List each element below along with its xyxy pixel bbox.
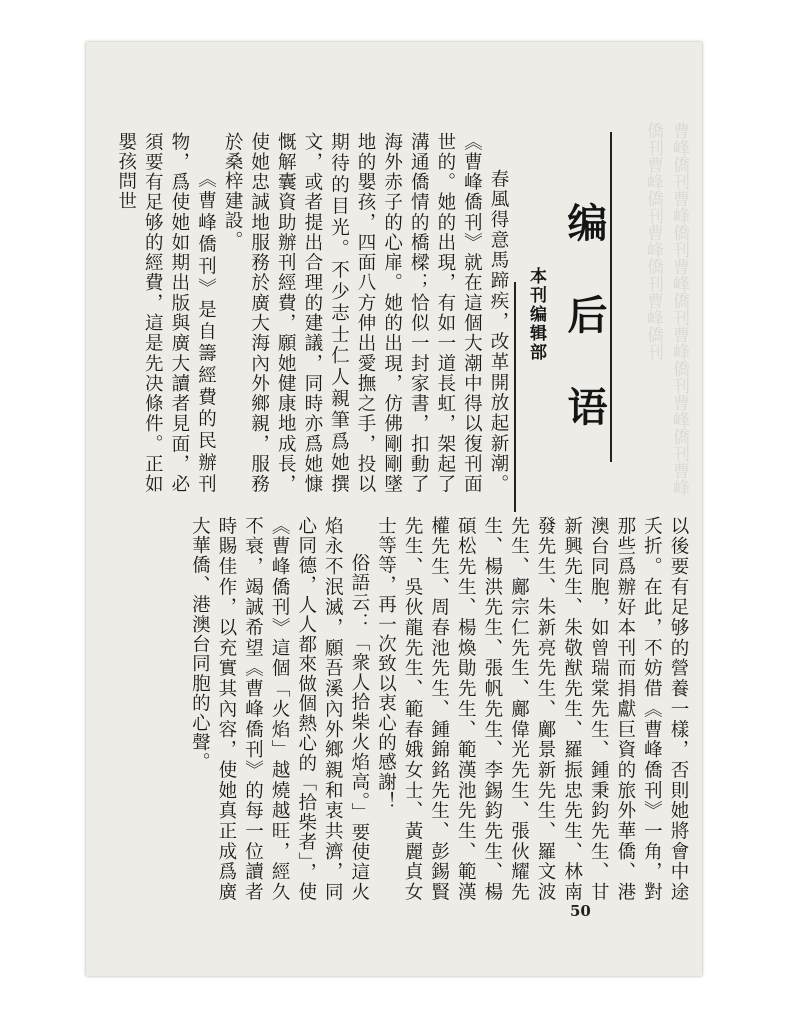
show-through-texture: 曹峰僑刊曹峰僑刊曹峰僑刊曹峰僑刊曹峰僑刊曹峰僑刊曹峰僑刊曹峰僑刊曹峰僑刊 [643,122,689,496]
title-block [516,132,606,497]
paragraph: 春風得意馬蹄疾，改革開放起新潮。《曹峰僑刊》就在這個大潮中得以復刊面世的。她的出現，有如一道長虹，架起了溝通僑情的橋樑；恰似一封家書，扣動了海外赤子的心扉。她的出現，仿佛剛剛墜地的嬰孩，四面八方伸出愛撫之手，投以期待的目光。不少志士仁人親筆爲她撰文，或者提出合理的建議，同時亦爲她慷慨解囊資助辦刊經費，願她健康地成長，使她忠誠地服務於廣大海內外鄉親，服務於桑梓建設。 [222,132,509,494]
text-block-bottom [126,516,691,902]
paragraph: 俗語云：「衆人拾柴火焰高。」要使這火焰永不泯滅，願吾溪內外鄉親和衷共濟，同心同德，人人都來做個熱心的「拾柴者」，使《曹峰僑刊》這個「火焰」越燒越旺，經久不衰，竭誠希望《曹峰僑刊》的每一位讀者時賜佳作，以充實其內容，使她真正成爲廣大華僑、港澳台同胞的心聲。 [189,516,370,902]
document-page [86,42,702,976]
text-block-top [115,132,511,494]
page-number: 50 [570,902,591,920]
title-rule-left [514,282,516,512]
article-byline: 本刊编辑部 [526,267,546,362]
article-title: 编后语 [561,202,607,478]
paragraph: 《曹峰僑刊》是自籌經費的民辦刊物，爲使她如期出版與廣大讀者見面，必須要有足够的經費，這是先决條件。正如嬰孩問世 [115,132,217,494]
paragraph-continued: 以後要有足够的營養一樣，否則她將會中途夭折。在此，不妨借《曹峰僑刊》一角，對那些爲辦好本刊而捐獻巨資的旅外華僑、港澳台同胞，如曾瑞棠先生、鍾秉鈞先生、甘新興先生、朱敬猷先生、羅振忠先生、林南發先生、朱新亮先生、鄺景新先生、羅文波先生、鄺宗仁先生、鄺偉光先生、張伙耀先生、楊洪先生、張帆先生、李錫鈞先生、楊碩松先生、楊煥勛先生、範漢池先生、範漢權先生、周春池先生、鍾錦銘先生、彭錫賢先生、吳伙龍先生、範春娥女士、黃麗貞女士等等，再一次致以衷心的感謝！ [375,516,689,902]
